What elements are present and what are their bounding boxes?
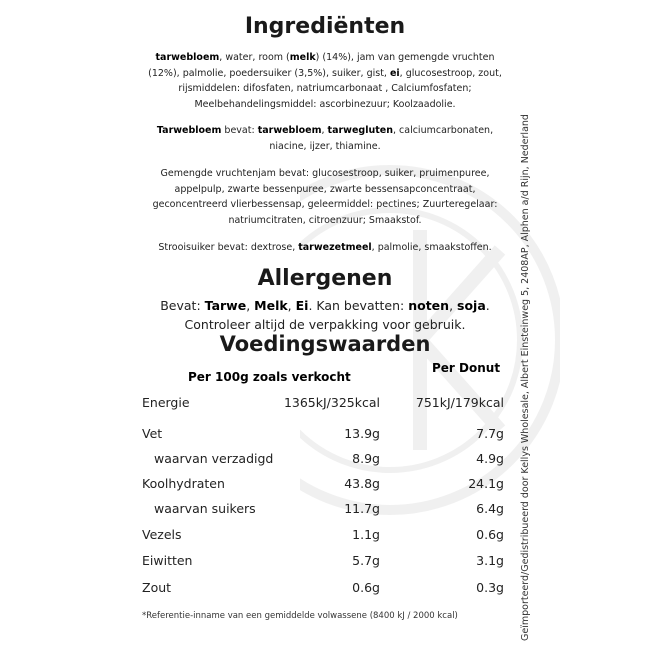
nutrition-row [142, 553, 508, 573]
nutrient-label: Vet [142, 426, 163, 441]
nutrient-label: waarvan suikers [154, 501, 256, 516]
value-per-100g: 1365kJ/325kcal [283, 395, 380, 410]
ingredients-jam: Gemengde vruchtenjam bevat: glucosestroop, suiker, pruimenpuree, appelpulp, zwarte bessenpuree, zwarte bessensapconcentraat, geconcentreerd vlierbessensap, geleermiddel: pectines; Zuurteregelaar: natriumcitraten, citroenzuur; Smaakstof. [152, 168, 498, 226]
value-per-100g: 5.7g [352, 553, 380, 568]
value-per-donut: 4.9g [476, 451, 504, 466]
column-header-per-donut: Per Donut [432, 361, 501, 375]
allergens-heading: Allergenen [257, 266, 393, 291]
nutrient-label: Energie [142, 395, 190, 410]
ingredients-wheat-flour: Tarwebloem bevat: tarwebloem, tarwegluten, calciumcarbonaten, niacine, ijzer, thiamine. [156, 125, 494, 152]
nutrient-label: Koolhydraten [142, 476, 225, 491]
value-per-donut: 0.6g [476, 527, 504, 542]
value-per-100g: 43.8g [344, 476, 380, 491]
value-per-donut: 7.7g [476, 426, 504, 441]
value-per-donut: 751kJ/179kcal [415, 395, 504, 410]
nutrition-row [142, 451, 508, 471]
value-per-donut: 6.4g [476, 501, 504, 516]
ingredients-sprinkle-sugar: Strooisuiker bevat: dextrose, tarwezetmeel, palmolie, smaakstoffen. [158, 242, 492, 253]
nutrition-row [142, 580, 508, 600]
value-per-donut: 0.3g [476, 580, 504, 595]
nutrition-row [142, 395, 508, 415]
value-per-100g: 11.7g [344, 501, 380, 516]
nutrition-row [142, 527, 508, 547]
ingredients-main: tarwebloem, water, room (melk) (14%), jam van gemengde vruchten (12%), palmolie, poedersuiker (3,5%), suiker, gist, ei, glucosestroop, zout, rijsmiddelen: difosfaten, natriumcarbonaat , Calciumfosfaten; Meelbehandelingsmiddel: ascorbinezuur; Koolzaadolie. [148, 52, 502, 110]
allergens-notice: Controleer altijd de verpakking voor gebruik. [184, 317, 466, 332]
value-per-donut: 3.1g [476, 553, 504, 568]
value-per-100g: 13.9g [344, 426, 380, 441]
value-per-100g: 1.1g [352, 527, 380, 542]
reference-intake-footnote: *Referentie-inname van een gemiddelde volwassene (8400 kJ / 2000 kcal) [142, 611, 458, 621]
value-per-100g: 8.9g [352, 451, 380, 466]
value-per-100g: 0.6g [352, 580, 380, 595]
value-per-donut: 24.1g [468, 476, 504, 491]
allergens-contains: Bevat: Tarwe, Melk, Ei. Kan bevatten: noten, soja. [160, 298, 490, 313]
column-header-per-100g: Per 100g zoals verkocht [188, 370, 351, 384]
ingredients-heading: Ingrediënten [244, 14, 406, 39]
nutrient-label: waarvan verzadigd [154, 451, 274, 466]
nutrient-label: Zout [142, 580, 172, 595]
nutrition-row [142, 501, 508, 521]
nutrition-heading: Voedingswaarden [219, 332, 431, 356]
nutrition-row [142, 476, 508, 496]
nutrient-label: Vezels [142, 527, 182, 542]
nutrient-label: Eiwitten [142, 553, 193, 568]
importer-address: Geïmporteerd/Gedistribueerd door Kellys Wholesale, Albert Einsteinweg 5, 2408AP, Alphen a/d Rijn, Nederland [520, 114, 531, 641]
nutrition-row [142, 426, 508, 446]
